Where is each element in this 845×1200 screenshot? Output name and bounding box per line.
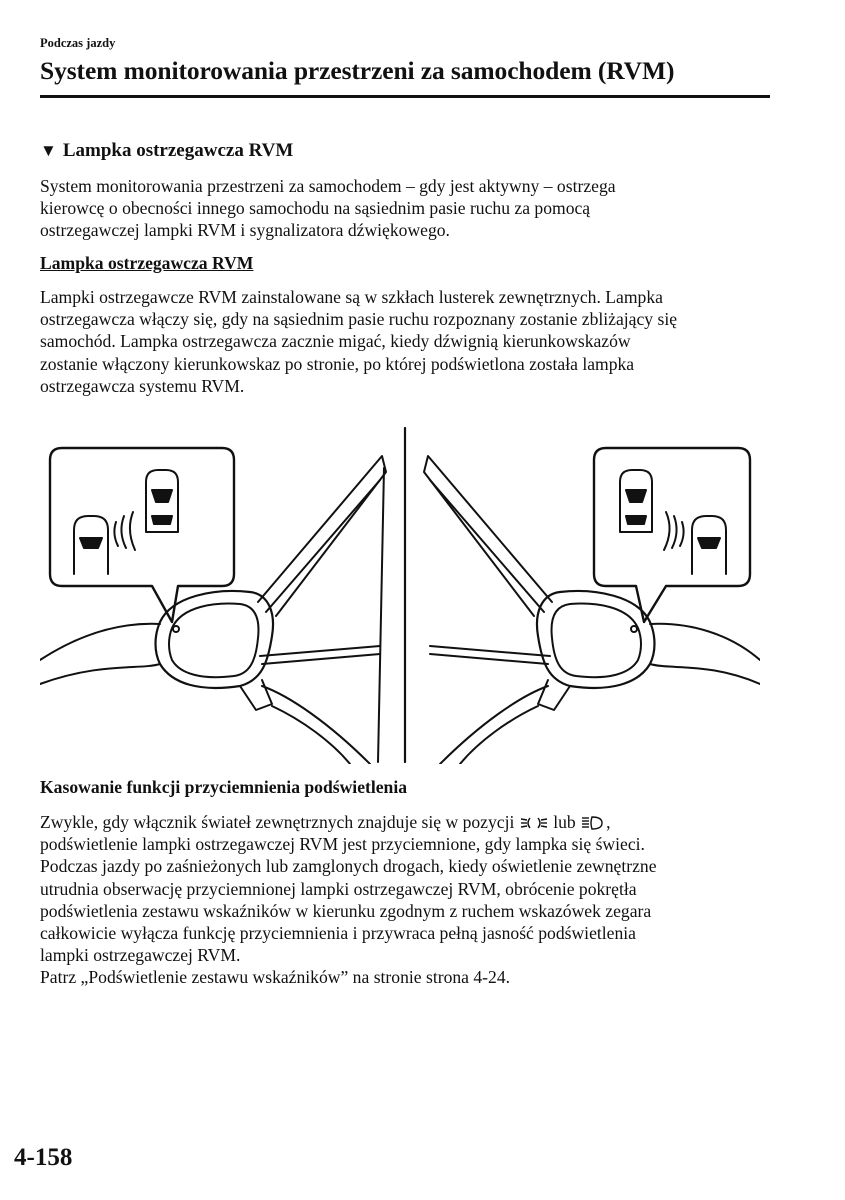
page-number: 4-158 <box>14 1144 73 1171</box>
paragraph-line: kierowcę o obecności innego samochodu na sąsiednim pasie ruchu za pomocą <box>40 198 591 219</box>
paragraph-line: ostrzegawcza włączy się, gdy na sąsiednim pasie ruchu rozpoznany zostanie zbliżający się <box>40 309 678 330</box>
paragraph-line: zostanie włączony kierunkowskaz po stronie, po której podświetlona została lampka <box>40 353 635 374</box>
paragraph-line: ostrzegawczej lampki RVM i sygnalizatora dźwiękowego. <box>40 220 450 241</box>
line-text: Zwykle, gdy włącznik świateł zewnętrznych znajduje się w pozycji <box>40 812 515 832</box>
paragraph-line <box>40 811 780 833</box>
left-rvm-callout <box>50 448 234 622</box>
title-divider <box>40 95 770 98</box>
rvm-warning-right-icon <box>620 470 726 574</box>
left-door-mirror <box>40 456 386 764</box>
lamp-paragraph <box>40 286 780 397</box>
cross-reference: Patrz „Podświetlenie zestawu wskaźników” na stronie strona 4-24. <box>40 967 511 988</box>
page-title: System monitorowania przestrzeni za samochodem (RVM) <box>40 56 675 85</box>
section-label: Podczas jazdy <box>40 36 116 50</box>
paragraph-line: całkowicie wyłącza funkcję przyciemnienia i przywraca pełną jasność podświetlenia <box>40 923 636 944</box>
section-heading <box>40 140 293 162</box>
paragraph-line: Podczas jazdy po zaśnieżonych lub zamglonych drogach, kiedy oświetlenie zewnętrzne <box>40 856 657 877</box>
section-heading-text: Lampka ostrzegawcza RVM <box>62 140 294 161</box>
paragraph-line: ostrzegawcza systemu RVM. <box>40 375 245 396</box>
rvm-warning-left-icon <box>74 470 178 574</box>
line-text: , <box>606 812 611 832</box>
paragraph-line: lampki ostrzegawczej RVM. <box>40 945 241 966</box>
paragraph-line: podświetlenia zestawu wskaźników w kierunku zgodnym z ruchem wskazówek zegara <box>40 900 652 921</box>
paragraph-line: utrudnia obserwację przyciemnionej lampki ostrzegawczej RVM, obrócenie pokrętła <box>40 878 637 899</box>
mirror-illustration <box>40 424 760 764</box>
headlights-icon <box>580 815 606 831</box>
position-lights-icon <box>519 815 549 831</box>
triangle-marker-icon: ▼ <box>40 141 57 160</box>
paragraph-line: podświetlenie lampki ostrzegawczej RVM jest przyciemnione, gdy lampka się świeci. <box>40 834 645 855</box>
intro-paragraph <box>40 175 780 242</box>
right-door-mirror <box>424 456 760 764</box>
line-text: lub <box>553 812 576 832</box>
dimming-paragraph <box>40 811 780 989</box>
paragraph-line: System monitorowania przestrzeni za samochodem – gdy jest aktywny – ostrzega <box>40 176 616 196</box>
subsection-heading-dimming: Kasowanie funkcji przyciemnienia podświetlenia <box>40 777 408 797</box>
subsection-heading: Lampka ostrzegawcza RVM <box>40 253 254 273</box>
paragraph-line: Lampki ostrzegawcze RVM zainstalowane są w szkłach lusterek zewnętrznych. Lampka <box>40 287 663 307</box>
paragraph-line: samochód. Lampka ostrzegawcza zacznie migać, kiedy dźwignią kierunkowskazów <box>40 331 631 352</box>
